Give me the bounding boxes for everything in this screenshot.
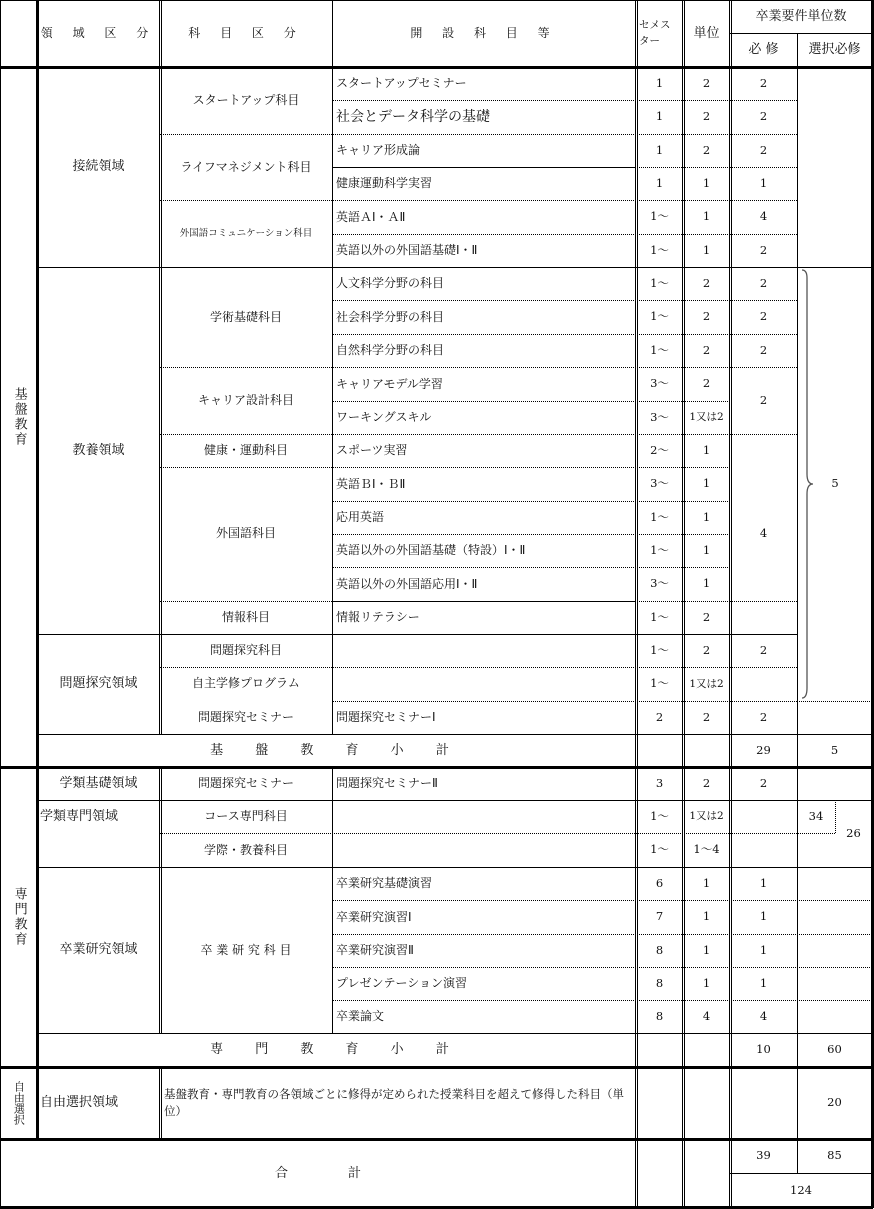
credits-value: 1 (702, 942, 711, 957)
semester-value: 1〜 (650, 309, 669, 324)
required-value: 2 (759, 342, 768, 357)
total-grand: 124 (790, 1182, 812, 1197)
grid-line-h (332, 434, 730, 435)
grid-line-h (332, 501, 730, 502)
required-value: 4 (759, 1008, 768, 1023)
grid-line-h (37, 1033, 872, 1034)
curly-brace-icon (800, 268, 816, 700)
credits-value: 4 (702, 1008, 711, 1023)
total-label-b: 計 (348, 1165, 362, 1181)
grid-line-h (37, 734, 872, 735)
credits-value: 2 (702, 75, 711, 90)
grid-line-h (0, 1066, 872, 1069)
grid-line-h (332, 1000, 872, 1001)
semester-value: 1〜 (650, 842, 669, 857)
credits-value: 2 (702, 142, 711, 157)
header-credits: 単位 (693, 25, 720, 41)
grid-line-h (332, 701, 730, 702)
header-graduation-credits: 卒業要件単位数 (755, 8, 847, 24)
course-name (332, 800, 636, 833)
grid-line-h (332, 601, 636, 602)
credits-value: 2 (702, 309, 711, 324)
course-name: 卒業論文 (336, 1009, 385, 1024)
course-name: 人文科学分野の科目 (336, 276, 445, 291)
semester-value: 1〜 (650, 609, 669, 624)
credits-value: 1 (702, 209, 711, 224)
grid-line-h (730, 1173, 872, 1174)
grid-line-h (797, 701, 872, 702)
header-semester: セメスター (639, 18, 671, 47)
semester-value: 1 (655, 75, 664, 90)
category-course-senmon: コース専門科目 (204, 809, 288, 824)
course-name: 応用英語 (336, 510, 385, 525)
category-jishu: 自主学修プログラム (192, 676, 300, 691)
semester-value: 2〜 (650, 442, 669, 457)
grid-line-h (37, 634, 797, 635)
credits-value: 1 (702, 576, 711, 591)
category-kenko: 健康・運動科目 (203, 443, 288, 458)
category-life: ライフマネジメント科目 (180, 160, 312, 175)
credits-value: 2 (702, 376, 711, 391)
grid-line-h (160, 467, 332, 468)
required-value: 2 (759, 275, 768, 290)
grid-line-h (730, 234, 797, 235)
semester-value: 1 (655, 109, 664, 124)
grid-line-h (730, 33, 872, 34)
kiban-subtotal-required: 29 (756, 742, 771, 757)
required-value: 2 (759, 775, 768, 790)
grid-line-h (797, 833, 835, 834)
course-name (332, 667, 636, 701)
grid-line-h (730, 334, 797, 335)
domain-kyoyo: 教養領域 (72, 442, 125, 458)
grid-line-h (37, 867, 872, 868)
credits-value: 1 (702, 175, 711, 190)
grid-line-h (160, 200, 332, 201)
semester-value: 1 (655, 142, 664, 157)
credits-value: 2 (702, 275, 711, 290)
grid-line-v (729, 0, 732, 1208)
course-name: 卒業研究基礎演習 (336, 876, 433, 891)
section-kiban (0, 67, 37, 767)
credits-value: 1又は2 (689, 677, 724, 690)
course-name: 英語以外の外国語応用Ⅰ・Ⅱ (336, 576, 478, 591)
category-mondai-seminar-2: 問題探究セミナー (197, 776, 294, 791)
course-name: 問題探究セミナーⅠ (336, 710, 436, 725)
semester-value: 1〜 (650, 209, 669, 224)
category-mondai-kamoku: 問題探究科目 (209, 643, 282, 658)
grid-line-h (730, 100, 797, 101)
semester-value: 3〜 (650, 576, 669, 591)
course-name: スタートアップセミナー (336, 76, 467, 91)
grid-line-h (0, 1138, 872, 1141)
course-name: 健康運動科学実習 (336, 176, 433, 191)
grid-line-h (332, 167, 636, 168)
credits-value: 1 (702, 509, 711, 524)
required-value: 1 (759, 875, 768, 890)
semester-value: 1〜 (650, 342, 669, 357)
grid-line-h (332, 334, 730, 335)
course-name: 自然科学分野の科目 (336, 343, 445, 358)
grid-line-v (635, 0, 638, 1208)
credits-value: 1又は2 (689, 411, 724, 424)
semester-value: 1〜 (650, 808, 669, 823)
grid-line-h (730, 300, 797, 301)
course-name (332, 833, 636, 867)
grid-line-h (332, 200, 730, 201)
total-required: 39 (756, 1148, 771, 1163)
semester-value: 8 (655, 975, 664, 990)
grid-line-h (730, 367, 797, 368)
category-joho: 情報科目 (221, 609, 270, 624)
grid-line-h (332, 467, 730, 468)
header-domain-division: 領 域 区 分 (40, 26, 157, 41)
grid-line-h (37, 267, 872, 268)
grid-line-v (835, 800, 836, 833)
domain-gakurui-kiso: 学類基礎領域 (59, 775, 138, 791)
credits-value: 1 (702, 909, 711, 924)
grid-line-h (332, 300, 730, 301)
gaikokugo-required-merged: 4 (759, 525, 768, 540)
semester-value: 3〜 (650, 476, 669, 491)
required-value: 4 (759, 209, 768, 224)
domain-mondai: 問題探究領域 (59, 676, 138, 692)
grid-line-h (332, 234, 730, 235)
semester-value: 8 (655, 942, 664, 957)
career-required-merged: 2 (759, 392, 768, 407)
required-value: 1 (759, 942, 768, 957)
grid-line-h (332, 567, 730, 568)
credits-value: 1〜4 (693, 842, 720, 857)
grid-line-v (797, 33, 798, 67)
section-kiban-label: 基盤教育 (11, 387, 27, 447)
kiban-subtotal-label: 基 盤 教 育 小 計 (210, 742, 463, 758)
domain-gakurui-senmon: 学類専門領域 (40, 808, 119, 824)
header-courses-offered: 開 設 科 目 等 (410, 26, 558, 41)
total-elective: 85 (827, 1148, 842, 1163)
required-value: 2 (759, 642, 768, 657)
course-name: 英語ＢⅠ・ＢⅡ (336, 476, 406, 491)
grid-line-h (160, 134, 332, 135)
credits-value: 1 (702, 442, 711, 457)
grid-line-h (160, 667, 332, 668)
semester-value: 1〜 (650, 242, 669, 257)
credits-value: 1 (702, 542, 711, 557)
grid-line-v (0, 0, 1, 1208)
category-career: キャリア設計科目 (197, 393, 294, 408)
grid-line-h (730, 434, 797, 435)
category-startup: スタートアップ科目 (192, 93, 300, 108)
grid-line-h (160, 367, 332, 368)
semester-value: 1〜 (650, 642, 669, 657)
credits-value: 1 (702, 975, 711, 990)
semester-value: 3〜 (650, 409, 669, 424)
grid-line-h (332, 900, 872, 901)
grid-line-h (332, 667, 730, 668)
grid-line-v (797, 67, 798, 1139)
grid-line-h (332, 934, 872, 935)
credits-value: 1 (702, 242, 711, 257)
course-name: キャリアモデル学習 (336, 376, 443, 391)
total-label (0, 1139, 636, 1208)
semester-value: 1〜 (650, 509, 669, 524)
category-sotsuken: 卒 業 研 究 科 目 (200, 942, 292, 957)
required-value: 1 (759, 975, 768, 990)
section-jiyu-label: 自由選択 (12, 1081, 26, 1125)
required-value: 1 (759, 175, 768, 190)
course-name: 社会とデータ科学の基礎 (336, 108, 490, 125)
grid-line-h (730, 634, 797, 635)
course-name: 英語以外の外国語基礎Ⅰ・Ⅱ (336, 243, 478, 258)
jiyu-elective: 20 (827, 1095, 842, 1110)
grid-line-h (332, 534, 730, 535)
course-name: 社会科学分野の科目 (336, 309, 445, 324)
grid-line-h (332, 967, 872, 968)
grid-line-h (730, 134, 797, 135)
section-senmon (0, 767, 37, 1067)
section-senmon-label: 専門教育 (11, 887, 27, 947)
grid-line-h (730, 701, 797, 702)
course-name (332, 634, 636, 667)
combined-elective: 26 (846, 825, 861, 840)
category-gakusai: 学際・教養科目 (203, 842, 288, 857)
grid-line-h (0, 66, 872, 69)
grid-line-h (0, 766, 872, 769)
grid-line-h (332, 401, 730, 402)
grid-line-h (160, 601, 332, 602)
required-value: 2 (759, 75, 768, 90)
grid-line-v (682, 0, 685, 1208)
course-name: 情報リテラシー (336, 610, 420, 625)
kyoyo-elective-merged: 5 (831, 475, 839, 490)
semester-value: 2 (655, 709, 664, 724)
course-name: スポーツ実習 (336, 443, 408, 458)
total-label-a: 合 (274, 1165, 288, 1181)
course-name: 卒業研究演習Ⅱ (336, 943, 414, 958)
header-required: 必 修 (748, 42, 779, 58)
required-value: 2 (759, 242, 768, 257)
domain-sotsuken: 卒業研究領域 (59, 942, 138, 958)
course-name: 卒業研究演習Ⅰ (336, 909, 412, 924)
grid-line-h (730, 667, 797, 668)
credits-value: 2 (702, 609, 711, 624)
category-mondai-seminar: 問題探究セミナー (197, 709, 294, 724)
course-senmon-elective: 34 (808, 808, 824, 823)
required-value: 1 (759, 909, 768, 924)
credits-value: 1 (702, 476, 711, 491)
course-name: キャリア形成論 (336, 143, 421, 158)
header-subject-division: 科 目 区 分 (188, 26, 304, 41)
credits-value: 2 (702, 709, 711, 724)
grid-line-h (160, 833, 797, 834)
credits-value: 1 (702, 875, 711, 890)
senmon-subtotal-required: 10 (756, 1042, 771, 1057)
grid-line-h (160, 434, 332, 435)
semester-value: 7 (655, 909, 664, 924)
grid-line-h (332, 367, 730, 368)
credits-value: 2 (702, 642, 711, 657)
credits-value: 2 (702, 342, 711, 357)
grid-line-h (0, 0, 873, 1)
required-value: 2 (759, 709, 768, 724)
grid-line-h (730, 167, 797, 168)
credits-value: 2 (702, 775, 711, 790)
jiyu-description: 基盤教育・専門教育の各領域ごとに修得が定められた授業科目を超えて修得した科目（単位） (164, 1087, 624, 1118)
semester-value: 8 (655, 1008, 664, 1023)
semester-value: 3〜 (650, 376, 669, 391)
grid-line-h (730, 200, 797, 201)
grid-line-v (797, 1139, 798, 1173)
course-name: ワーキングスキル (336, 410, 432, 425)
senmon-subtotal-elective: 60 (827, 1042, 842, 1057)
header-elective-required: 選択必修 (808, 42, 861, 58)
grid-line-h (37, 800, 872, 801)
grid-line-v (159, 1067, 162, 1139)
category-foreign-comm: 外国語コミュニケーション科目 (179, 228, 313, 240)
category-gaikokugo: 外国語科目 (215, 526, 276, 541)
credits-value: 1又は2 (689, 810, 724, 823)
grid-line-v (36, 0, 39, 1139)
required-value: 2 (759, 142, 768, 157)
semester-value: 1〜 (650, 275, 669, 290)
course-name: 英語以外の外国語基礎（特設）Ⅰ・Ⅱ (336, 543, 526, 558)
semester-value: 1〜 (650, 676, 669, 691)
semester-value: 6 (655, 875, 664, 890)
grid-line-h (332, 134, 636, 135)
credits-value: 2 (702, 109, 711, 124)
grid-line-h (730, 601, 797, 602)
required-value: 2 (759, 109, 768, 124)
kiban-subtotal-elective: 5 (830, 742, 839, 757)
semester-value: 1〜 (650, 542, 669, 557)
category-gakujutsu: 学術基礎科目 (209, 309, 282, 324)
semester-value: 1 (655, 175, 664, 190)
domain-jiyu: 自由選択領域 (40, 1095, 119, 1111)
course-name: 問題探究セミナーⅡ (336, 776, 438, 791)
course-name: 英語ＡⅠ・ＡⅡ (336, 209, 406, 224)
course-name: プレゼンテーション演習 (336, 976, 468, 991)
section-jiyu (0, 1067, 37, 1139)
grid-line-h (332, 100, 730, 101)
grid-line-v (159, 767, 162, 1033)
semester-value: 3 (655, 775, 664, 790)
senmon-subtotal-label: 専 門 教 育 小 計 (210, 1042, 463, 1058)
required-value: 2 (759, 309, 768, 324)
domain-setsuzoku: 接続領域 (72, 159, 125, 175)
